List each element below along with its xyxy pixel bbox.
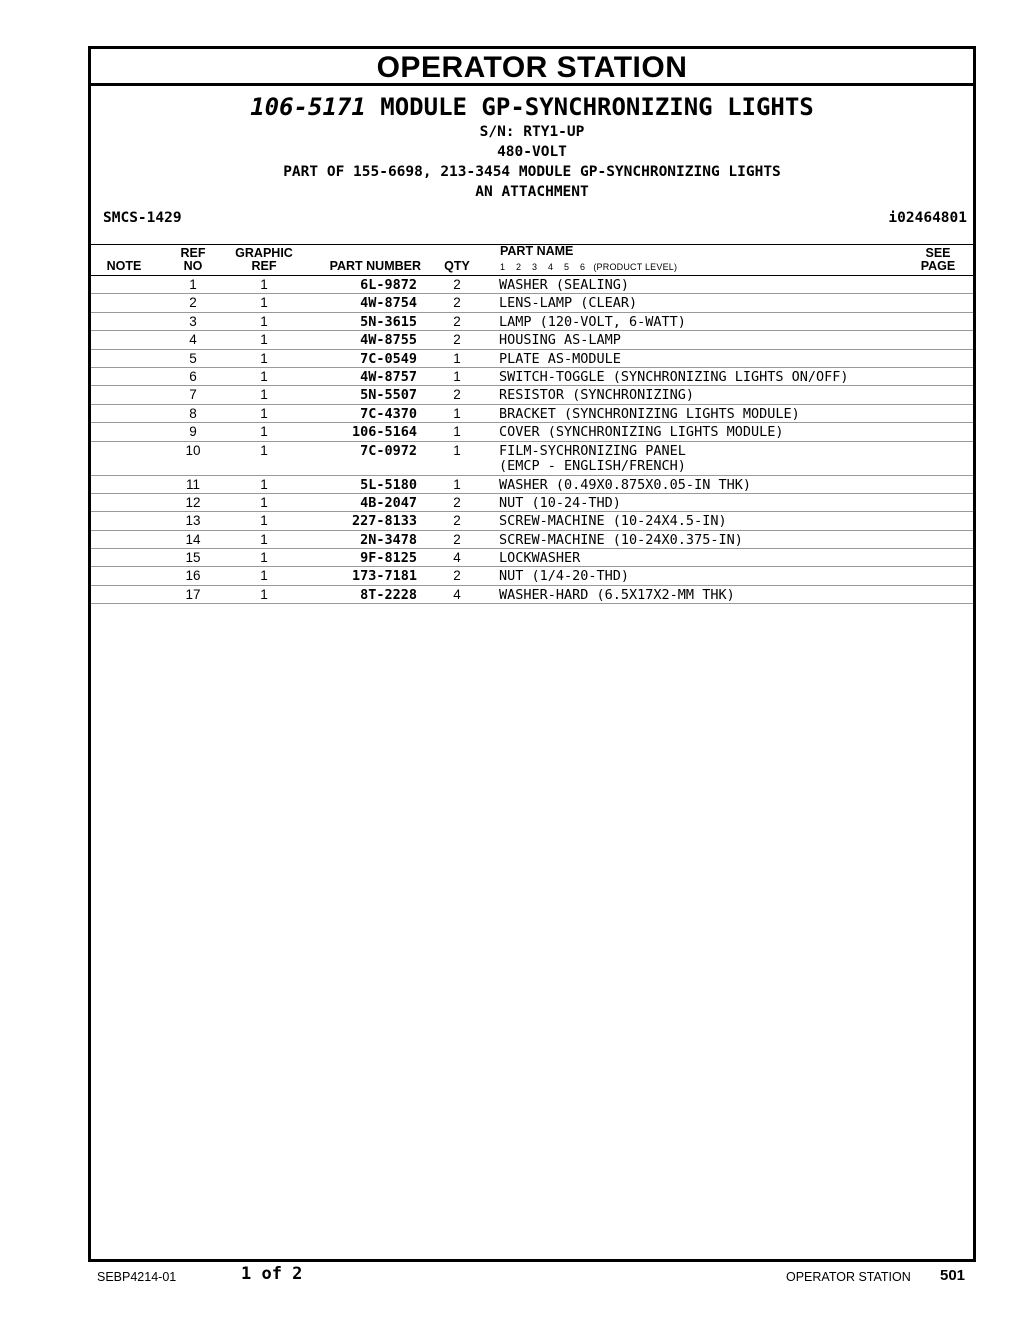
graphic-ref: 1 — [260, 531, 268, 547]
table-row — [91, 405, 973, 423]
col-see-top: SEE — [925, 246, 951, 260]
module-number: 106-5171 — [250, 93, 366, 121]
smcs-code: SMCS-1429 — [103, 210, 182, 226]
module-title: MODULE GP-SYNCHRONIZING LIGHTS — [380, 93, 814, 121]
ref-number: 4 — [189, 332, 197, 348]
ref-number: 2 — [189, 295, 197, 311]
part-number: 7C-4370 — [360, 405, 417, 422]
part-name-line: (EMCP - ENGLISH/FRENCH) — [499, 457, 686, 474]
table-row — [91, 294, 973, 312]
part-number: 5N-5507 — [360, 387, 417, 404]
page-number: 501 — [940, 1267, 966, 1284]
graphic-ref: 1 — [260, 568, 268, 584]
parts-table — [91, 276, 973, 604]
quantity: 2 — [453, 513, 461, 529]
quantity: 1 — [453, 350, 461, 366]
ref-number: 5 — [189, 350, 197, 366]
table-row — [91, 331, 973, 349]
part-name: LENS-LAMP (CLEAR) — [499, 295, 638, 312]
part-number: 7C-0549 — [360, 350, 417, 367]
table-row — [91, 586, 973, 604]
document-id: SEBP4214-01 — [97, 1270, 177, 1284]
ref-number: 11 — [185, 476, 200, 492]
quantity: 2 — [453, 568, 461, 584]
col-ref-top: REF — [180, 246, 206, 260]
quantity: 2 — [453, 277, 461, 292]
col-note: NOTE — [106, 259, 142, 273]
part-name-line: FILM-SYCHRONIZING PANEL — [499, 442, 686, 459]
module-header — [91, 92, 973, 245]
table-row — [91, 549, 973, 567]
col-part-name: PART NAME — [500, 244, 574, 258]
part-number: 5L-5180 — [360, 476, 417, 493]
part-number: 4W-8757 — [360, 368, 417, 385]
col-see-bottom: PAGE — [920, 259, 956, 273]
table-row — [91, 423, 973, 441]
quantity: 4 — [453, 550, 461, 566]
part-name: HOUSING AS-LAMP — [499, 332, 621, 349]
table-row — [91, 276, 973, 294]
graphic-ref: 1 — [260, 387, 268, 403]
part-name: WASHER (SEALING) — [499, 277, 630, 293]
table-row — [91, 313, 973, 331]
quantity: 4 — [453, 586, 461, 602]
quantity: 2 — [453, 494, 461, 510]
part-number: 173-7181 — [351, 568, 417, 585]
graphic-ref: 1 — [260, 368, 268, 384]
table-row — [91, 512, 973, 530]
ref-number: 17 — [185, 586, 201, 602]
graphic-ref: 1 — [260, 513, 268, 529]
part-name: WASHER (0.49X0.875X0.05-IN THK) — [499, 476, 751, 493]
ref-number: 7 — [189, 387, 197, 403]
part-name: SCREW-MACHINE (10-24X4.5-IN) — [499, 513, 727, 530]
section-title: OPERATOR STATION — [91, 49, 973, 86]
ref-number: 6 — [189, 368, 197, 384]
part-number: 8T-2228 — [360, 586, 417, 603]
graphic-ref: 1 — [260, 442, 268, 458]
part-of-line: PART OF 155-6698, 213-3454 MODULE GP-SYNCHRONIZING LIGHTS — [283, 164, 781, 180]
graphic-ref: 1 — [260, 494, 268, 510]
quantity: 2 — [453, 387, 461, 403]
part-name: WASHER-HARD (6.5X17X2-MM THK) — [499, 586, 735, 603]
graphic-ref: 1 — [260, 313, 268, 329]
graphic-ref: 1 — [260, 550, 268, 566]
part-number: 4B-2047 — [360, 494, 417, 511]
ref-number: 14 — [185, 531, 201, 547]
table-row — [91, 531, 973, 549]
graphic-ref: 1 — [260, 586, 268, 602]
attachment-line: AN ATTACHMENT — [475, 184, 589, 200]
table-row — [91, 368, 973, 386]
part-name: NUT (1/4-20-THD) — [499, 568, 630, 585]
part-number: 5N-3615 — [360, 313, 417, 330]
graphic-ref: 1 — [260, 476, 268, 492]
part-name: COVER (SYNCHRONIZING LIGHTS MODULE) — [499, 424, 784, 441]
col-qty: QTY — [444, 259, 470, 273]
part-number: 7C-0972 — [360, 442, 417, 459]
part-number: 227-8133 — [351, 513, 417, 530]
module-title-line — [91, 92, 973, 122]
quantity: 2 — [453, 531, 461, 547]
part-name: BRACKET (SYNCHRONIZING LIGHTS MODULE) — [499, 405, 800, 422]
part-number: 2N-3478 — [360, 531, 417, 548]
part-number: 9F-8125 — [360, 550, 417, 567]
illustration-id: i02464801 — [888, 210, 967, 226]
table-row — [91, 494, 973, 512]
graphic-ref: 1 — [260, 277, 268, 292]
ref-number: 15 — [185, 550, 201, 566]
part-name — [499, 442, 969, 475]
quantity: 2 — [453, 295, 461, 311]
table-row — [91, 442, 973, 476]
page-of-count: 1 of 2 — [241, 1264, 303, 1284]
ref-number: 12 — [185, 494, 201, 510]
ref-number: 3 — [189, 313, 197, 329]
part-name: LOCKWASHER — [499, 550, 581, 567]
quantity: 1 — [453, 405, 461, 421]
col-graphic-top: GRAPHIC — [235, 246, 293, 260]
ref-number: 8 — [189, 405, 197, 421]
part-name: SCREW-MACHINE (10-24X0.375-IN) — [499, 531, 743, 548]
table-row — [91, 386, 973, 404]
table-row — [91, 567, 973, 585]
part-name: LAMP (120-VOLT, 6-WATT) — [499, 313, 686, 330]
quantity: 1 — [453, 368, 461, 384]
quantity: 1 — [453, 424, 461, 440]
footer-section-name: OPERATOR STATION — [786, 1270, 911, 1284]
ref-number: 9 — [189, 424, 197, 440]
table-row — [91, 350, 973, 368]
graphic-ref: 1 — [260, 350, 268, 366]
graphic-ref: 1 — [260, 424, 268, 440]
part-name: SWITCH-TOGGLE (SYNCHRONIZING LIGHTS ON/OFF) — [499, 368, 849, 385]
ref-number: 10 — [185, 442, 201, 458]
part-name: RESISTOR (SYNCHRONIZING) — [499, 387, 695, 404]
col-graphic-bottom: REF — [251, 259, 277, 273]
ref-number: 1 — [189, 277, 197, 292]
part-number: 6L-9872 — [360, 277, 417, 293]
page-footer — [0, 1262, 1020, 1292]
col-ref-bottom: NO — [183, 259, 203, 273]
voltage: 480-VOLT — [497, 144, 567, 160]
part-number: 4W-8755 — [360, 332, 417, 349]
part-number: 4W-8754 — [360, 295, 417, 312]
quantity: 1 — [453, 476, 461, 492]
quantity: 1 — [453, 442, 461, 458]
quantity: 2 — [453, 313, 461, 329]
graphic-ref: 1 — [260, 332, 268, 348]
column-header — [91, 245, 973, 276]
col-part-number: PART NUMBER — [329, 259, 421, 273]
col-product-levels: 1 2 3 4 5 6 (PRODUCT LEVEL) — [500, 262, 678, 272]
graphic-ref: 1 — [260, 405, 268, 421]
parts-page-frame — [88, 46, 976, 1262]
table-row — [91, 476, 973, 494]
quantity: 2 — [453, 332, 461, 348]
part-name: PLATE AS-MODULE — [499, 350, 621, 367]
graphic-ref: 1 — [260, 295, 268, 311]
serial-range: S/N: RTY1-UP — [479, 124, 585, 140]
part-number: 106-5164 — [351, 424, 417, 441]
part-name: NUT (10-24-THD) — [499, 494, 621, 511]
ref-number: 13 — [185, 513, 201, 529]
ref-number: 16 — [185, 568, 201, 584]
